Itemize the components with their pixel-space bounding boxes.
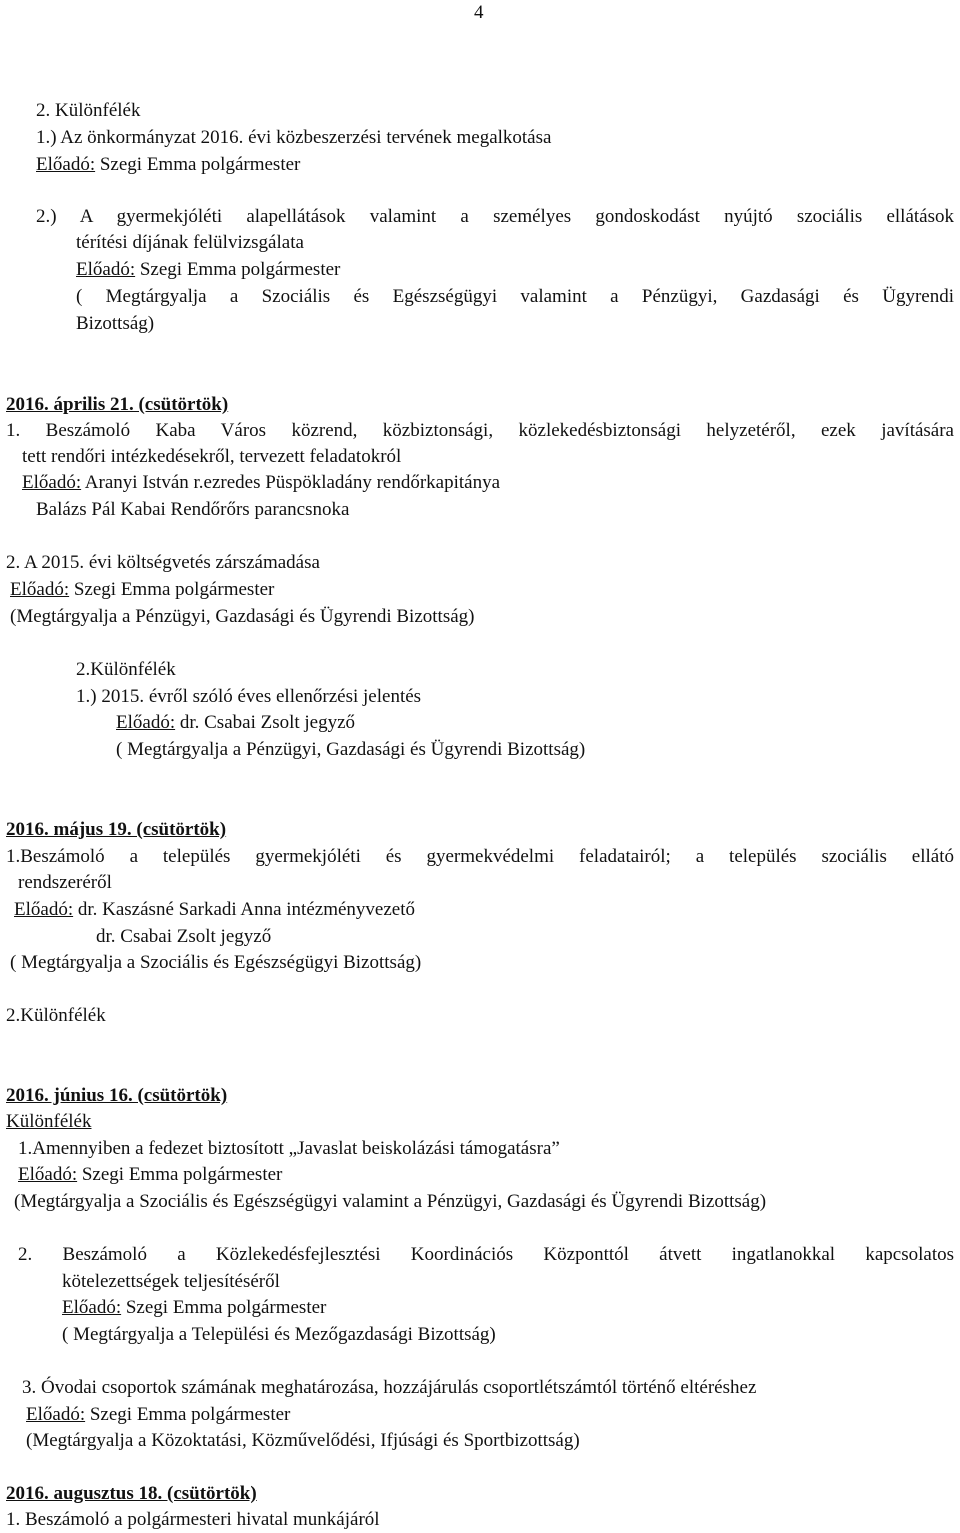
- presenter-label: Előadó:: [116, 712, 176, 733]
- presenter-name: Szegi Emma polgármester: [77, 1164, 283, 1185]
- agenda-item-title: 1.) Az önkormányzat 2016. évi közbeszerzési tervének megalkotása: [36, 127, 552, 148]
- presenter-label: Előadó:: [62, 1297, 122, 1318]
- agenda-item-title: 1. Beszámoló a polgármesteri hivatal munkájáról: [6, 1509, 380, 1530]
- presenter-label: Előadó:: [14, 899, 74, 920]
- agenda-item-presenter-second: Balázs Pál Kabai Rendőrőrs parancsnoka: [36, 499, 350, 520]
- presenter-label: Előadó:: [76, 259, 136, 280]
- agenda-item-title: 1.Amennyiben a fedezet biztosított „Javaslat beiskolázási támogatásra”: [18, 1138, 560, 1159]
- presenter-name: dr. Kaszásné Sarkadi Anna intézményvezető: [73, 899, 415, 920]
- agenda-item-presenter: [36, 154, 300, 176]
- section-heading: 2. Különfélék: [36, 100, 141, 121]
- meeting-date: 2016. május 19. (csütörtök): [6, 819, 227, 840]
- agenda-item-presenter: [18, 1164, 282, 1186]
- agenda-item-committee: ( Megtárgyalja a Szociális és Egészségügyi Bizottság): [10, 952, 422, 973]
- agenda-item-presenter: [14, 899, 415, 921]
- presenter-name: Szegi Emma polgármester: [135, 259, 341, 280]
- presenter-label: Előadó:: [10, 579, 70, 600]
- meeting-date: 2016. április 21. (csütörtök): [6, 394, 229, 415]
- agenda-item-title-cont: kötelezettségek teljesítéséről: [62, 1271, 280, 1292]
- agenda-item-committee: ( Megtárgyalja a Települési és Mezőgazdasági Bizottság): [62, 1324, 496, 1345]
- presenter-name: dr. Csabai Zsolt jegyző: [175, 712, 356, 733]
- presenter-name: Szegi Emma polgármester: [85, 1404, 291, 1425]
- agenda-item-title: 2.) A gyermekjóléti alapellátások valamint a személyes gondoskodást nyújtó szociális ellátások: [36, 206, 954, 227]
- agenda-item-title: 2. A 2015. évi költségvetés zárszámadása: [6, 552, 320, 573]
- agenda-item-title: 1.Beszámoló a település gyermekjóléti és gyermekvédelmi feladatairól; a település szociális ellátó: [6, 846, 954, 867]
- presenter-label: Előadó:: [22, 472, 82, 493]
- agenda-item-title: 3. Óvodai csoportok számának meghatározása, hozzájárulás csoportlétszámtól történő eltéréshez: [22, 1377, 757, 1398]
- agenda-item-committee: (Megtárgyalja a Közoktatási, Közművelődési, Ifjúsági és Sportbizottság): [26, 1430, 580, 1451]
- agenda-item-presenter: [10, 579, 274, 601]
- presenter-name: Szegi Emma polgármester: [69, 579, 275, 600]
- agenda-item-title-cont: tett rendőri intézkedésekről, tervezett feladatokról: [22, 446, 402, 467]
- agenda-item-committee-cont: Bizottság): [76, 313, 155, 334]
- meeting-date: 2016. június 16. (csütörtök): [6, 1085, 228, 1106]
- agenda-item-presenter: [22, 472, 500, 494]
- agenda-item-title: 2. Beszámoló a Közlekedésfejlesztési Koordinációs Központtól átvett ingatlanokkal kapcsolatos: [18, 1244, 954, 1265]
- agenda-item-presenter: [62, 1297, 326, 1319]
- agenda-item-title: 1. Beszámoló Kaba Város közrend, közbiztonsági, közlekedésbiztonsági helyzetéről, ezek javítására: [6, 420, 954, 441]
- presenter-name: Aranyi István r.ezredes Püspökladány rendőrkapitánya: [81, 472, 501, 493]
- meeting-date: 2016. augusztus 18. (csütörtök): [6, 1483, 257, 1504]
- presenter-name: Szegi Emma polgármester: [121, 1297, 327, 1318]
- presenter-label: Előadó:: [18, 1164, 78, 1185]
- section-heading: Különfélék: [6, 1111, 92, 1132]
- agenda-item-committee: (Megtárgyalja a Pénzügyi, Gazdasági és Ügyrendi Bizottság): [10, 606, 475, 627]
- agenda-item-committee: ( Megtárgyalja a Pénzügyi, Gazdasági és Ügyrendi Bizottság): [116, 739, 586, 760]
- section-heading: 2.Különfélék: [76, 659, 176, 680]
- agenda-item-committee: (Megtárgyalja a Szociális és Egészségügyi valamint a Pénzügyi, Gazdasági és Ügyrendi Bizottság): [14, 1191, 767, 1212]
- agenda-item-title-cont: rendszeréről: [18, 872, 112, 893]
- agenda-item-committee: ( Megtárgyalja a Szociális és Egészségügyi valamint a Pénzügyi, Gazdasági és Ügyrendi: [76, 286, 954, 307]
- agenda-item-presenter: [76, 259, 340, 281]
- agenda-item-presenter-second: dr. Csabai Zsolt jegyző: [96, 926, 272, 947]
- agenda-item-presenter: [26, 1404, 290, 1426]
- agenda-item-presenter: [116, 712, 355, 734]
- agenda-item-title: 1.) 2015. évről szóló éves ellenőrzési jelentés: [76, 686, 422, 707]
- presenter-label: Előadó:: [26, 1404, 86, 1425]
- agenda-item-title-cont: térítési díjának felülvizsgálata: [76, 232, 304, 253]
- page-number: 4: [474, 2, 484, 23]
- presenter-name: Szegi Emma polgármester: [95, 154, 301, 175]
- section-heading: 2.Különfélék: [6, 1005, 106, 1026]
- presenter-label: Előadó:: [36, 154, 96, 175]
